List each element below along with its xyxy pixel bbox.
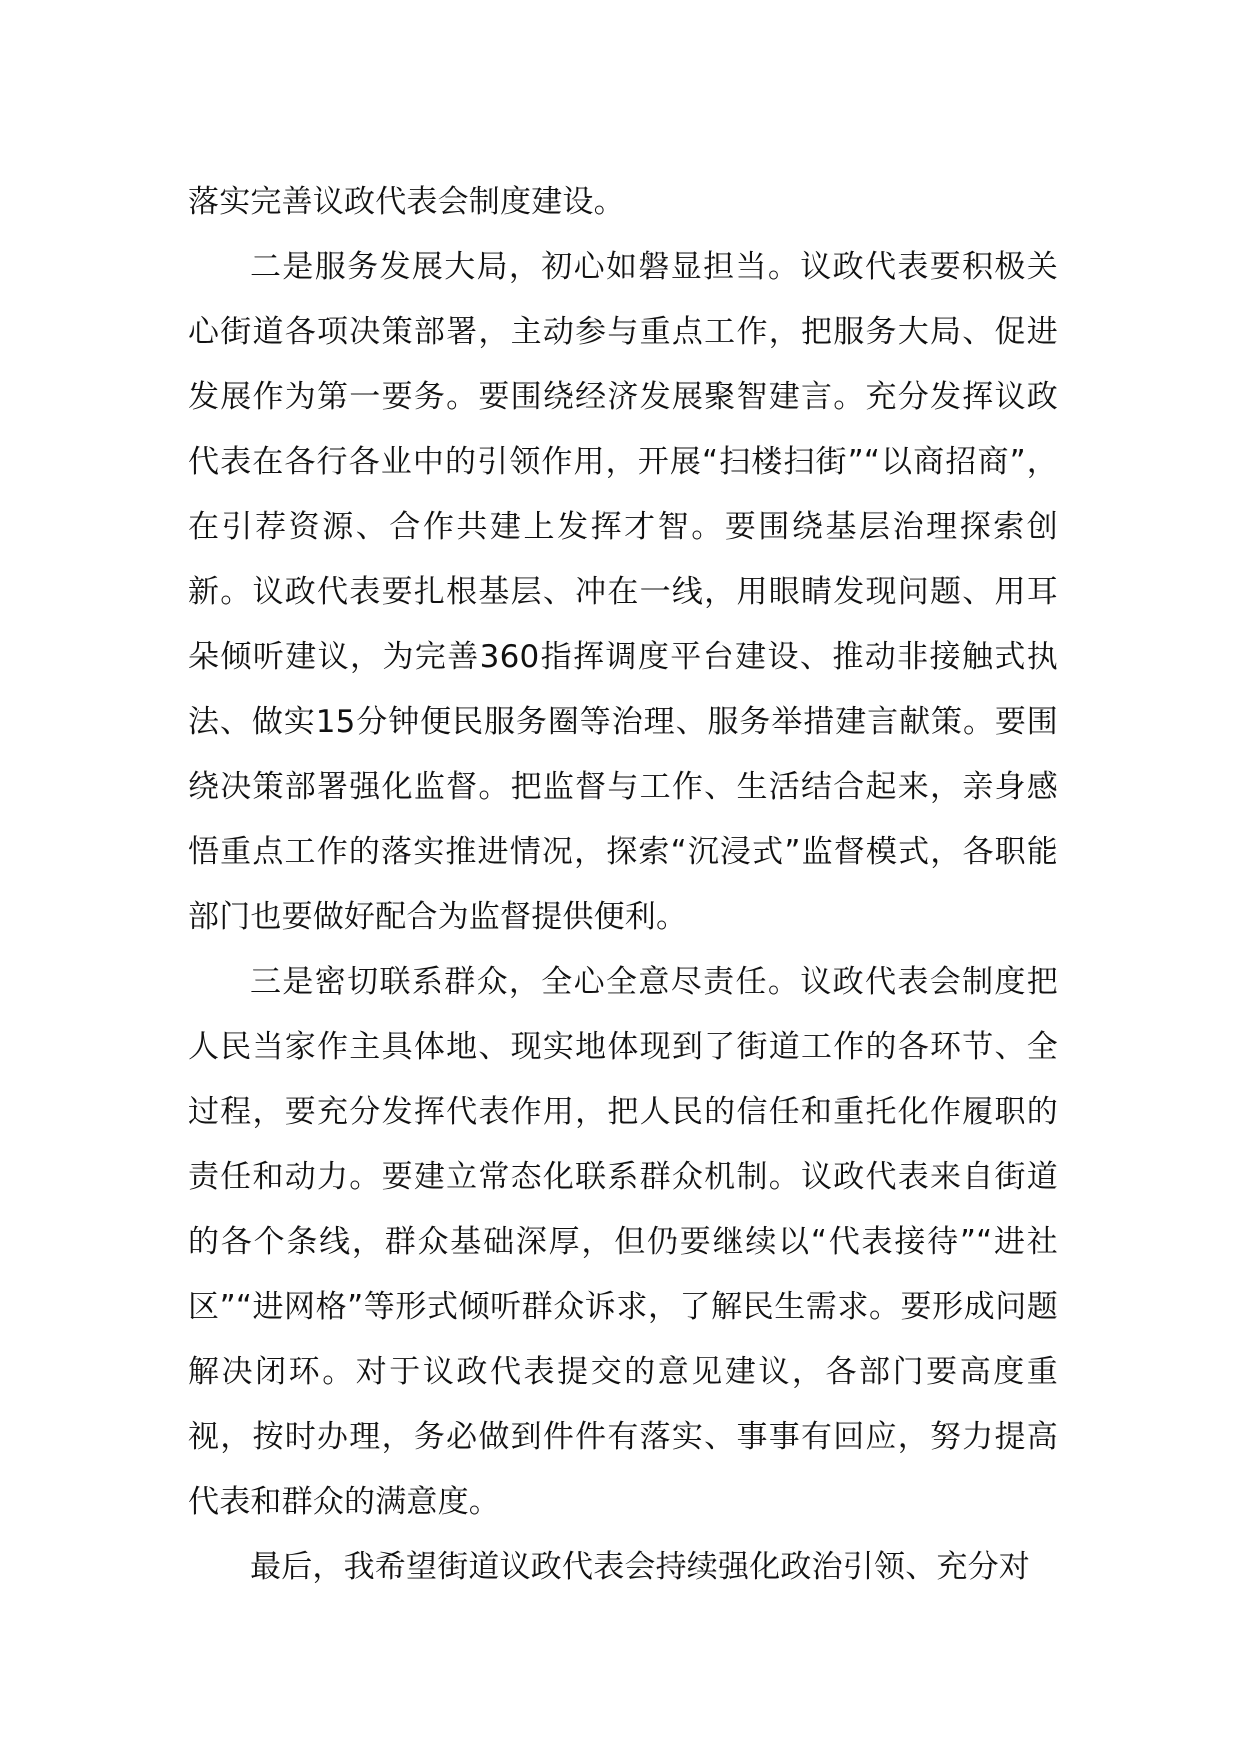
paragraph-closing: 最后，我希望街道议政代表会持续强化政治引领、充分对 [250,1549,1030,1585]
paragraph-continuation: 落实完善议政代表会制度建设。 [188,184,625,220]
document-body [188,170,1058,1600]
paragraph-contact-masses: 三是密切联系群众，全心全意尽责任。议政代表会制度把人民当家作主具体地、现实地体现到了街道工作的各环节、全过程，要充分发挥代表作用，把人民的信任和重托化作履职的责任和动力。要建立常态化联系群众机制。议政代表来自街道的各个条线，群众基础深厚，但仍要继续以“代表接待”“进社区”“进网格”等形式倾听群众诉求，了解民生需求。要形成问题解决闭环。对于议政代表提交的意见建议，各部门要高度重视，按时办理，务必做到件件有落实、事事有回应，努力提高代表和群众的满意度。 [188,964,1058,1520]
paragraph-serve-development: 二是服务发展大局，初心如磐显担当。议政代表要积极关心街道各项决策部署，主动参与重点工作，把服务大局、促进发展作为第一要务。要围绕经济发展聚智建言。充分发挥议政代表在各行各业中的引领作用，开展“扫楼扫街”“以商招商”，在引荐资源、合作共建上发挥才智。要围绕基层治理探索创新。议政代表要扎根基层、冲在一线，用眼睛发现问题、用耳朵倾听建议，为完善360指挥调度平台建设、推动非接触式执法、做实15分钟便民服务圈等治理、服务举措建言献策。要围绕决策部署强化监督。把监督与工作、生活结合起来，亲身感悟重点工作的落实推进情况，探索“沉浸式”监督模式，各职能部门也要做好配合为监督提供便利。 [188,249,1058,935]
